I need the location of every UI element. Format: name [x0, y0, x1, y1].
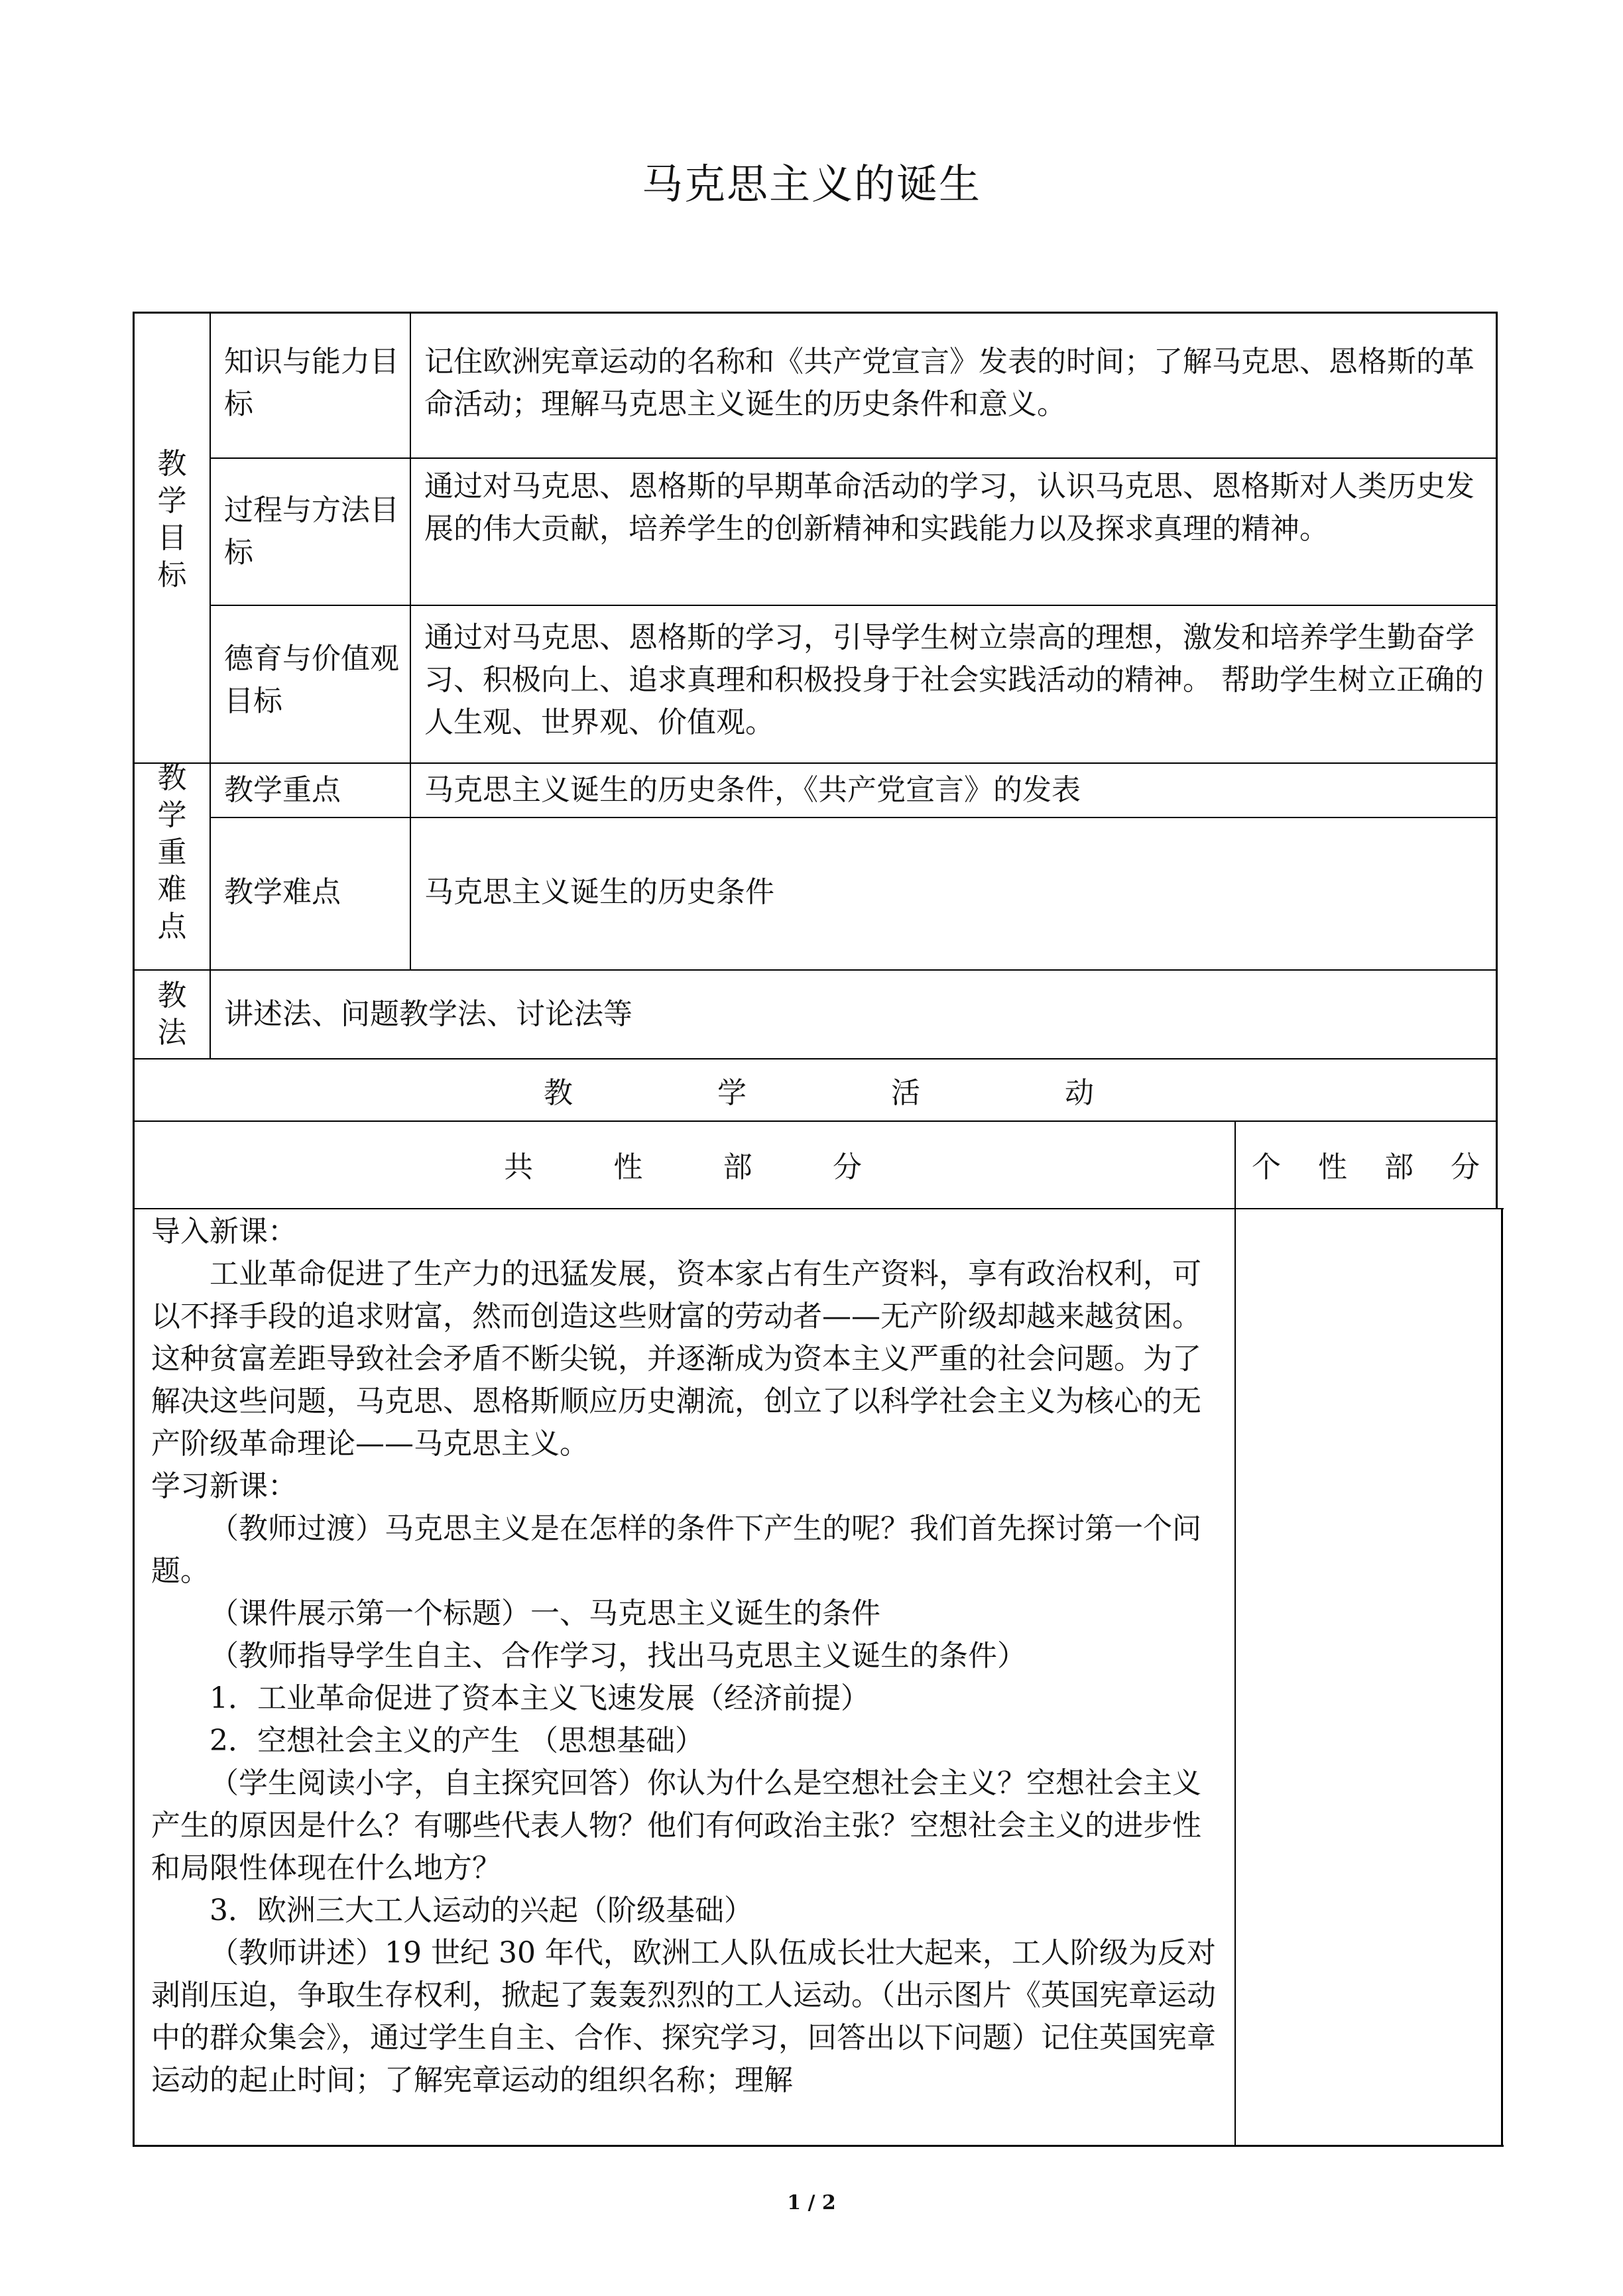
individual-header-char: 部 [1384, 1150, 1413, 1184]
difficulty-label: 教学难点 [224, 875, 341, 909]
lesson-paragraph: 导入新课： [151, 1215, 297, 1248]
objective-label-process: 过程与方法目标 [224, 493, 399, 570]
activities-header-char: 学 [717, 1076, 747, 1110]
keypoint-content: 马克思主义诞生的历史条件，《共产党宣言》的发表 [424, 773, 1081, 807]
objectives-group-char: 标 [157, 558, 187, 592]
individual-header-char: 分 [1451, 1150, 1480, 1184]
objective-label-knowledge: 知识与能力目标 [224, 345, 399, 421]
individual-part-header [1252, 1143, 1480, 1185]
keypoint-label: 教学重点 [224, 773, 341, 807]
method-group-char: 教 [157, 979, 187, 1012]
difficulty-content: 马克思主义诞生的历史条件 [424, 875, 774, 909]
method-group-label [135, 977, 210, 1052]
keypoints-group-char: 教 [157, 761, 187, 795]
objective-content-moral: 通过对马克思、恩格斯的学习，引导学生树立崇高的理想，激发和培养学生勤奋学习、积极向上、追求真理和积极投身于社会实践活动的精神。 帮助学生树立正确的人生观、世界观、价值观。 [424, 621, 1484, 739]
lesson-paragraph: 3．欧洲三大工人运动的兴起（阶级基础） [210, 1894, 753, 1927]
common-header-char: 共 [504, 1150, 533, 1184]
common-header-char: 分 [832, 1150, 862, 1184]
lesson-paragraph: （课件展示第一个标题）一、马克思主义诞生的条件 [210, 1597, 880, 1630]
common-header-char: 性 [613, 1150, 643, 1184]
individual-header-char: 个 [1252, 1150, 1281, 1184]
page-number: 1 / 2 [787, 2191, 836, 2214]
activities-header [544, 1069, 1094, 1111]
keypoints-group-char: 点 [157, 910, 187, 943]
lesson-paragraph: （教师讲述）19 世纪 30 年代，欧洲工人队伍成长壮大起来，工人阶级为反对剥削压迫，争取生存权利，掀起了轰轰烈烈的工人运动。（出示图片《英国宪章运动中的群众集会》，通过学生自主、合作、探究学习，回答出以下问题）记住英国宪章运动的起止时间；了解宪章运动的组织名称；理解 [151, 1936, 1216, 2097]
common-header-char: 部 [723, 1150, 752, 1184]
method-group-char: 法 [157, 1016, 187, 1050]
lesson-paragraph: （教师指导学生自主、合作学习，找出马克思主义诞生的条件） [210, 1639, 1026, 1673]
objectives-group-char: 学 [157, 484, 187, 518]
objective-content-knowledge: 记住欧洲宪章运动的名称和《共产党宣言》发表的时间；了解马克思、恩格斯的革命活动；理解马克思主义诞生的历史条件和意义。 [424, 345, 1474, 421]
activities-header-char: 活 [891, 1076, 920, 1110]
lesson-paragraph: （教师过渡）马克思主义是在怎样的条件下产生的呢？我们首先探讨第一个问题。 [151, 1512, 1201, 1588]
objectives-group-char: 目 [157, 521, 187, 555]
method-content: 讲述法、问题教学法、讨论法等 [224, 997, 632, 1031]
objective-label-moral: 德育与价值观目标 [224, 642, 399, 718]
objectives-group-label [135, 446, 210, 594]
lesson-paragraph: 1．工业革命促进了资本主义飞速发展（经济前提） [210, 1681, 870, 1715]
activities-header-char: 教 [544, 1076, 573, 1110]
objectives-group-char: 教 [157, 447, 187, 481]
keypoints-group-char: 重 [157, 835, 187, 869]
lesson-paragraph: 学习新课： [151, 1469, 297, 1503]
keypoints-group-label [135, 760, 210, 945]
lesson-paragraph: （学生阅读小字，自主探究回答）你认为什么是空想社会主义？空想社会主义产生的原因是什么？有哪些代表人物？他们有何政治主张？空想社会主义的进步性和局限性体现在什么地方？ [151, 1766, 1201, 1885]
individual-header-char: 性 [1318, 1150, 1347, 1184]
document-title: 马克思主义的诞生 [641, 160, 981, 208]
common-part-header [504, 1143, 862, 1185]
keypoints-group-char: 难 [157, 873, 187, 906]
lesson-paragraph: 2．空想社会主义的产生 （思想基础） [210, 1724, 704, 1758]
common-part-body [151, 1211, 1223, 2143]
lesson-paragraph: 工业革命促进了生产力的迅猛发展，资本家占有生产资料，享有政治权利，可以不择手段的追求财富，然而创造这些财富的劳动者——无产阶级却越来越贫困。这种贫富差距导致社会矛盾不断尖锐，并逐渐成为资本主义严重的社会问题。为了解决这些问题，马克思、恩格斯顺应历史潮流，创立了以科学社会主义为核心的无产阶级革命理论——马克思主义。 [151, 1257, 1201, 1461]
activities-header-char: 动 [1065, 1076, 1094, 1110]
keypoints-group-char: 学 [157, 798, 187, 832]
objective-content-process: 通过对马克思、恩格斯的早期革命活动的学习，认识马克思、恩格斯对人类历史发展的伟大贡献，培养学生的创新精神和实践能力以及探求真理的精神。 [424, 469, 1474, 546]
